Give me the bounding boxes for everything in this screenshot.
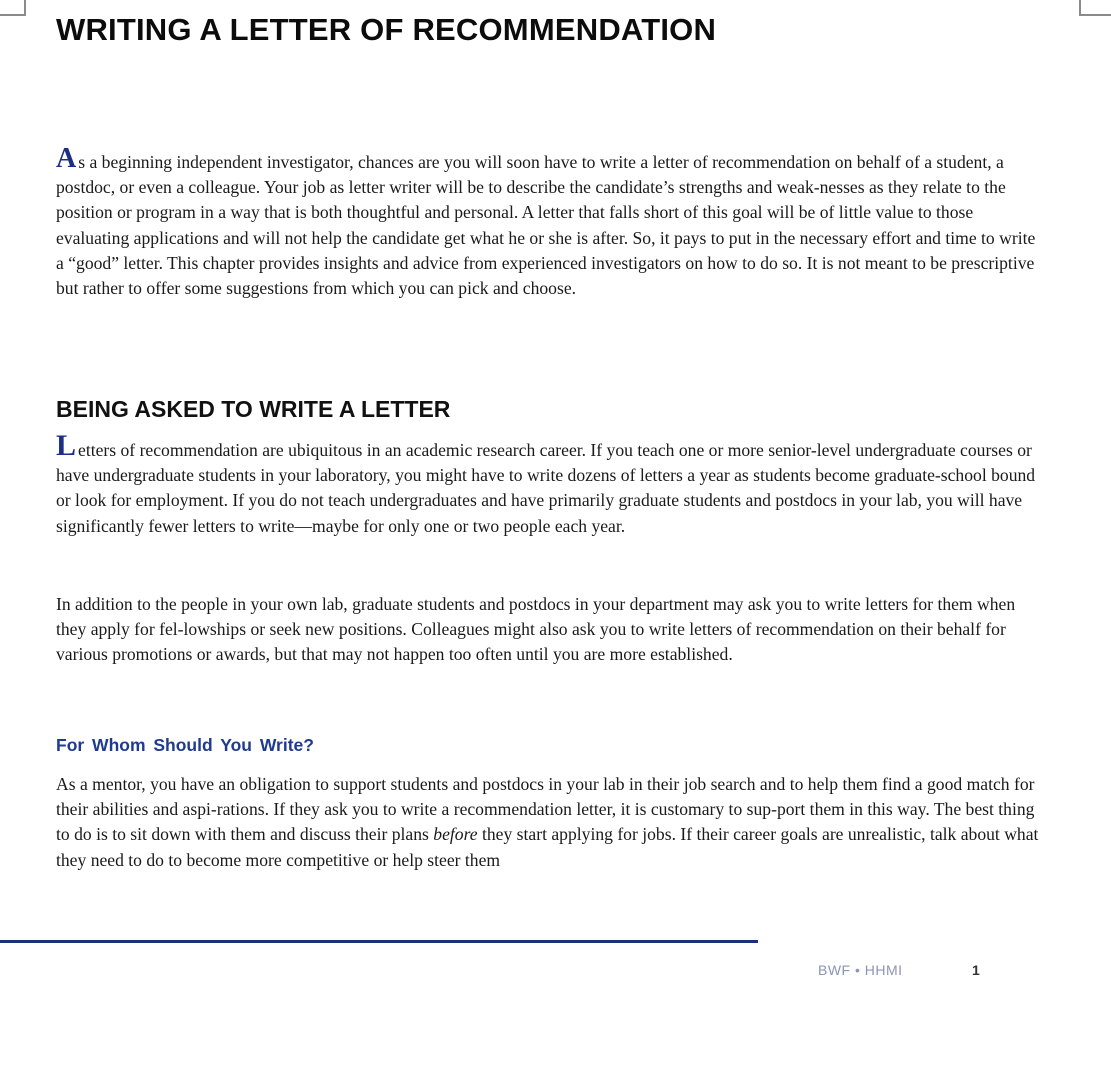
footer-org-label: BWF • HHMI [818,962,903,978]
intro-dropcap: A [56,143,77,174]
footer-page-number: 1 [972,962,980,978]
crop-mark-top-left [0,0,26,16]
footer-rule [0,940,758,943]
intro-text: s a beginning independent investigator, chances are you will soon have to write a letter of recommendation on behalf of a student, a postdoc, or even a colleague. Your job as letter writer will be to describe the candidate’s strengths and weak-nesses as they relate to the position or program in a way that is both thoughtful and personal. A letter that falls short of this goal will be of little value to those evaluating applications and will not help the candidate get what he or she is after. So, it pays to put in the necessary effort and time to write a “good” letter. This chapter provides insights and advice from experienced investigators on how to do so. It is not meant to be prescriptive but rather to offer some suggestions from which you can pick and choose. [56,152,1036,299]
section1-paragraph-1-text: etters of recommendation are ubiquitous in an academic research career. If you teach one or more senior-level undergraduate courses or have undergraduate students in your laboratory, you might have to write dozens of letters a year as students become graduate-school bound or look for employment. If you do not teach undergraduates and have primarily graduate students and postdocs in your lab, you will have significantly fewer letters to write—maybe for only one or two people each year. [56,440,1036,536]
section1-dropcap: L [56,429,77,462]
section1-paragraph-1 [56,429,1041,539]
subheading-for-whom: For Whom Should You Write? [56,735,314,755]
intro-paragraph [56,143,1041,301]
section2-text-start: As a mentor, you have an obligation to support students and postdocs in your lab in their job search and to help them find a good match for their abilities and aspi-rations. If they ask you to write a recommendation letter, it is customary to sup-port them in this way. The best thing to do is to sit down with them and discuss their plans [56,774,1035,845]
page-title: WRITING A LETTER OF RECOMMENDATION [56,12,717,47]
section2-paragraph-1 [56,772,1041,873]
section2-emphasis: before [433,824,478,845]
section1-paragraph-2: In addition to the people in your own lab, graduate students and postdocs in your department may ask you to write letters for them when they apply for fel-lowships or seek new positions. Colleagues might also ask you to write letters of recommendation on their behalf for various promotions or awards, but that may not happen too often until you are more established. [56,594,1016,665]
section2-text-end: they start applying for jobs. If their career goals are unrealistic, talk about what they need to do to become more competitive or help steer them [56,824,1039,870]
section-heading-being-asked: BEING ASKED TO WRITE A LETTER [56,396,451,422]
crop-mark-top-right [1079,0,1111,16]
